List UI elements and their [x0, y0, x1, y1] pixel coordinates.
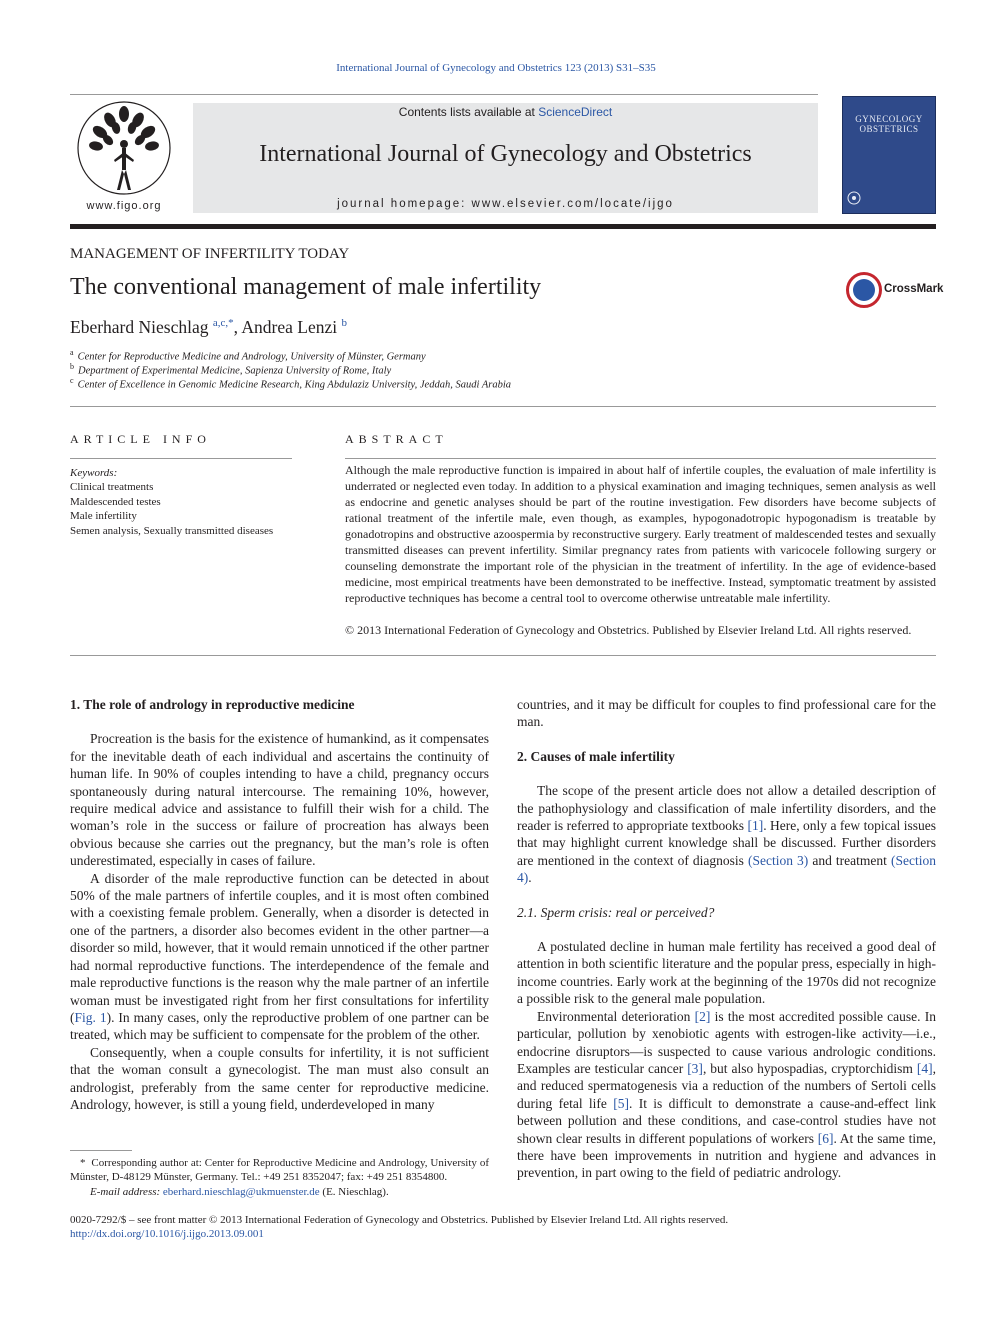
section-3-link[interactable]: (Section 3)	[747, 852, 809, 868]
footnote-text: Corresponding author at: Center for Reproductive Medicine and Andrology, University of Münster, D-48129 Münster, Germany. Tel.: +49 251 8352047; fax: +49 251 8354800.	[70, 1157, 489, 1184]
section-label: MANAGEMENT OF INFERTILITY TODAY	[70, 246, 350, 262]
affiliation-mark: c	[70, 376, 74, 385]
paragraph-text: Environmental deterioration	[537, 1008, 695, 1024]
paragraph-text: , but also hypospadias, cryptorchidism	[702, 1060, 917, 1076]
header-rule	[70, 94, 818, 95]
author-email-link[interactable]: eberhard.nieschlag@ukmuenster.de	[162, 1185, 320, 1198]
section-1-paragraph-3: Consequently, when a couple consults for infertility, it is not sufficient that the woman consult a gynecologist. The man must also consult an andrologist, preferably from the same center for reproductive medicine. Andrology, however, is still a young field, underdeveloped in many	[70, 1044, 489, 1112]
section-2-paragraph-1	[517, 782, 936, 886]
crossmark-inner	[853, 279, 875, 301]
footnote-mark: *	[80, 1157, 86, 1169]
ref-5-link[interactable]: [5]	[613, 1095, 629, 1111]
paragraph-text: ). In many cases, only the reproductive problem of one partner can be treated, which may be sufficient to compensate for the problem of the other.	[70, 1009, 489, 1043]
article-info-rule	[70, 458, 292, 459]
paragraph-text: . At the same time, there have been improvements in nutrition and hygiene and advances in prevention, in part owing to the field of pediatric andrology.	[517, 1130, 936, 1181]
abstract-heading: ABSTRACT	[345, 432, 448, 446]
homepage-url[interactable]: www.elsevier.com/locate/ijgo	[471, 198, 674, 210]
section-1-paragraph-1: Procreation is the basis for the existence of humankind, as it compensates for the inevitable death of each individual and ascertains the continuity of human life. In 90% of couples intending to have a child, pregnancy occurs spontaneously during natural intercourse. The remaining 10%, however, require medical advice and assistance to fulfill their wish for a child. The woman’s role in the success or failure of procreation has always been obvious because she carries out the pregnancy, but the man’s role is often underestimated, especially in cases of failure.	[70, 731, 489, 869]
affiliation-rule	[70, 406, 936, 407]
section-2-1-heading: 2.1. Sperm crisis: real or perceived?	[517, 904, 715, 920]
paragraph-text: , and reduced spermatogenesis via a reduction of the numbers of Sertoli cells during fetal life	[517, 1060, 936, 1111]
article-info-heading: ARTICLE INFO	[70, 432, 211, 446]
article-title: The conventional management of male infertility	[70, 274, 542, 300]
ref-2-link[interactable]: [2]	[694, 1008, 711, 1024]
section-2-1-paragraph-1: A postulated decline in human male fertility has received a good deal of attention in both scientific literature and the popular press, especially in high-income countries. Early work at the beginning of the 1970s did not recognize a possible risk to the general male population.	[517, 939, 936, 1007]
journal-cover-title	[846, 114, 932, 134]
homepage-prefix: journal homepage:	[337, 198, 472, 210]
ref-6-link[interactable]: [6]	[817, 1130, 834, 1146]
contents-prefix: Contents lists available at	[398, 105, 539, 119]
section-4-link[interactable]: (Section 4)	[517, 852, 936, 886]
doi-link[interactable]: http://dx.doi.org/10.1016/j.ijgo.2013.09.001	[70, 1228, 264, 1240]
paragraph-text: The scope of the present article does not allow a detailed description of the pathophysiology and classification of male infertility disorders, and the reader is referred to appropriate textbooks	[517, 783, 936, 834]
issn-line: 0020-7292/$ – see front matter © 2013 International Federation of Gynecology and Obstetrics. Published by Elsevier Ireland Ltd. All rights reserved.	[70, 1214, 729, 1226]
email-suffix: (E. Nieschlag).	[319, 1185, 389, 1198]
abstract-rule	[345, 458, 936, 459]
affiliation-a	[70, 348, 426, 363]
section-1-heading: 1. The role of andrology in reproductive medicine	[70, 697, 355, 712]
keyword-item: Male infertility	[70, 510, 137, 523]
keyword-item: Maldescended testes	[70, 495, 161, 508]
paragraph-text: A disorder of the male reproductive function can be detected in about 50% of the male partners of infertile couples, and it is most often combined with a coexisting female problem. Generally, when a disorder is detected in one of the partners, a disorder also becomes evident in the other partner—a disorder so mild, however, that it would remain unnoticed if the other partner had normal reproductive functions. The interdependence of the female and male reproductive functions is the reason why the male partner of an infertile woman must be investigated right from her first consultations for infertility (	[70, 870, 489, 1025]
contents-line	[193, 105, 818, 119]
affiliation-text: Center for Reproductive Medicine and Andrology, University of Münster, Germany	[77, 351, 426, 363]
email-label: E-mail address:	[90, 1185, 163, 1198]
section-2-heading: 2. Causes of male infertility	[517, 748, 675, 764]
sciencedirect-link[interactable]: ScienceDirect	[538, 105, 613, 119]
cover-title-line-2: OBSTETRICS	[859, 124, 919, 134]
continued-paragraph: countries, and it may be difficult for couples to find professional care for the man.	[517, 697, 936, 730]
paragraph-text: .	[528, 870, 532, 886]
paragraph-text: . Here, only a few topical issues that may highlight current knowledge shall be discussed. Further disorders are mentioned in the context of diagnosis	[517, 818, 936, 868]
author-1: Eberhard Nieschlag	[70, 317, 209, 337]
ref-3-link[interactable]: [3]	[687, 1060, 703, 1076]
abstract-bottom-rule	[70, 655, 936, 656]
cover-emblem-icon	[846, 190, 862, 206]
paragraph-text: and treatment	[808, 852, 891, 868]
figo-logo-text: www.figo.org	[86, 200, 162, 212]
keywords-block	[70, 466, 300, 538]
keywords-label: Keywords:	[70, 467, 118, 479]
affiliation-mark: b	[70, 362, 74, 371]
paragraph-text: is the most accredited possible cause. In particular, pollution by xenobiotic agents with estrogen-like activity—i.e., endocrine disruptors—is suspected to cause various andrologic conditions. Examples are testicular cancer	[517, 1008, 936, 1076]
footnote-rule	[70, 1150, 132, 1151]
affiliation-mark: a	[70, 348, 74, 357]
figo-tree-icon	[70, 100, 178, 200]
author-2-affil[interactable]: b	[341, 317, 348, 330]
crossmark-label[interactable]: CrossMark	[884, 283, 944, 295]
author-1-affil[interactable]: a,c,*	[212, 317, 234, 330]
body-right-column	[517, 696, 936, 1182]
journal-homepage	[193, 198, 818, 210]
section-2-1-paragraph-2	[517, 1008, 936, 1182]
journal-name: International Journal of Gynecology and Obstetrics	[259, 141, 752, 167]
header-thick-rule	[70, 224, 936, 229]
affiliation-text: Center of Excellence in Genomic Medicine Research, King Abdulaziz University, Jeddah, Saudi Arabia	[77, 379, 511, 391]
ref-4-link[interactable]: [4]	[916, 1060, 933, 1076]
keyword-item: Semen analysis, Sexually transmitted diseases	[70, 524, 274, 537]
journal-citation[interactable]: International Journal of Gynecology and Obstetrics 123 (2013) S31–S35	[336, 62, 656, 74]
affiliation-b	[70, 362, 391, 377]
author-2: Andrea Lenzi	[241, 317, 338, 337]
corresponding-author-footnote	[70, 1156, 489, 1199]
keyword-item: Clinical treatments	[70, 481, 154, 494]
abstract-text: Although the male reproductive function is impaired in about half of infertile couples, the evaluation of male infertility is underrated or neglected even today. In addition to a physical examination and imaging techniques, semen analysis as well as endocrine and genetic analyses should be part of the routine investigation. Few disorders have become subjects of rational treatment of the infertile male, even though, as examples, hypogonadotropic hypogonadism is treatable by gonadotropins and obstructive azoospermia by reconstructive surgery. Early treatment of maldescended testes and sexually transmitted diseases can prevent infertility. Similar pregnancy rates from patients with varicocele following surgery or counseling demonstrate the important role of the physician in the treatment of infertility. In the age of evidence-based medicine, most empirical treatments have been demonstrated to be ineffective. Instead, symptomatic treatment by assisted reproductive techniques has become a central tool to overcome otherwise untreatable male infertility.	[345, 463, 936, 605]
body-left-column	[70, 696, 489, 1113]
fig-1-link[interactable]: Fig. 1	[74, 1009, 107, 1025]
section-1-paragraph-2	[70, 870, 489, 1044]
ref-1-link[interactable]: [1]	[747, 818, 764, 834]
paragraph-text: . It is difficult to demonstrate a cause-and-effect link between pollution and these conditions, and case-control studies have not shown clear results in different populations of workers	[517, 1095, 937, 1146]
cover-title-line-1: GYNECOLOGY	[855, 114, 923, 124]
abstract-copyright: © 2013 International Federation of Gynecology and Obstetrics. Published by Elsevier Ireland Ltd. All rights reserved.	[345, 623, 912, 637]
author-separator: ,	[233, 317, 242, 337]
author-list	[70, 317, 347, 338]
affiliation-c	[70, 376, 511, 391]
affiliation-text: Department of Experimental Medicine, Sapienza University of Rome, Italy	[78, 365, 392, 377]
